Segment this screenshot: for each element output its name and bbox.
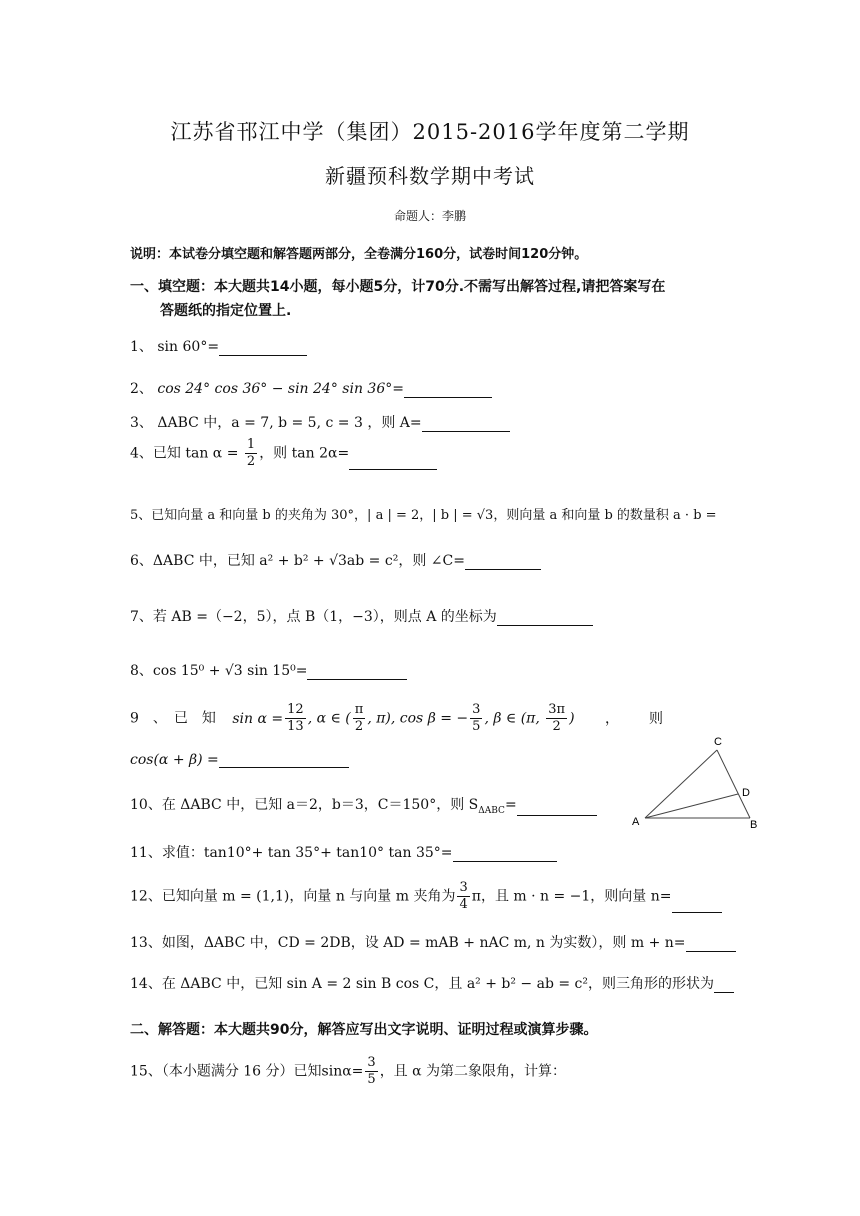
answer-blank[interactable] xyxy=(307,665,407,680)
question-number: 1、 xyxy=(130,339,153,355)
question-1: 1、 sin 60°= xyxy=(130,336,307,356)
question-number: 14、 xyxy=(130,976,162,992)
question-number: 6、 xyxy=(130,553,153,569)
question-13: 13、如图，ΔABC 中，CD = 2DB，设 AD = mAB + nAC m, n 为实数），则 m + n= xyxy=(130,932,736,952)
answer-blank[interactable] xyxy=(422,417,510,432)
question-number: 2、 xyxy=(130,381,153,397)
answer-blank[interactable] xyxy=(517,801,597,816)
label-a: A xyxy=(632,816,640,828)
triangle-figure xyxy=(620,730,780,840)
exam-note: 说明：本试卷分填空题和解答题两部分，全卷满分160分，试卷时间120分钟。 xyxy=(130,247,588,262)
exam-title-line2: 新疆预科数学期中考试 xyxy=(325,164,535,188)
question-text: 已知 tan α = xyxy=(152,445,243,462)
question-9-line2: cos(α + β) = xyxy=(130,752,349,768)
question-number: 12、 xyxy=(130,888,162,905)
section2-heading: 二、解答题：本大题共90分，解答应写出文字说明、证明过程或演算步骤。 xyxy=(130,1022,598,1038)
question-number: 7、 xyxy=(130,609,153,625)
answer-blank[interactable] xyxy=(219,753,349,768)
question-14 xyxy=(130,973,734,993)
label-d: D xyxy=(742,787,750,799)
question-number: 10、 xyxy=(130,797,162,813)
answer-blank[interactable] xyxy=(465,555,541,570)
question-number: 5、 xyxy=(130,508,152,523)
answer-blank[interactable] xyxy=(714,978,734,993)
question-6: 6、ΔABC 中，已知 a² + b² + √3ab = c²，则 ∠C= xyxy=(130,550,541,570)
question-expr: sin α = xyxy=(232,710,284,727)
question-text: 在 ΔABC 中，已知 sin A = 2 sin B cos C，且 a² + b² − ab = c²，则三角形的形状为 xyxy=(161,976,715,992)
fraction: $\frac{1}{2}$ xyxy=(246,437,256,469)
question-7 xyxy=(130,606,593,626)
question-text: 已知向量 a 和向量 b 的夹角为 30°，| a | = 2，| b | = √3，则向量 a 和向量 b 的数量积 a · b = xyxy=(151,508,717,523)
question-9: 9 、 已 知 sin α = $\frac{12}{13}$ , α ∈ ( $\frac{\pi}{2}$ , π), cos β = − $\frac{3}{5}$ , β ∈ (π, $\frac{3\pi}{2}$ ) ， 则 xyxy=(130,702,664,734)
answer-blank[interactable] xyxy=(219,341,307,356)
question-12: 12、已知向量 m = (1,1)，向量 n 与向量 m 夹角为 $\frac{3}{4}$ π，且 m · n = −1，则向量 n= xyxy=(130,880,722,913)
question-10: 10、在 ΔABC 中，已知 a＝2，b＝3，C＝150°，则 $S_{\Delta ABC}=$ xyxy=(130,794,597,816)
question-number: 11、 xyxy=(130,845,162,861)
answer-blank[interactable] xyxy=(453,847,557,862)
answer-blank[interactable] xyxy=(404,383,492,398)
question-text: π，且 m · n = −1，则向量 n xyxy=(471,888,660,905)
side-cb xyxy=(717,750,750,818)
question-expr: cos 15⁰ + √3 sin 15⁰ xyxy=(152,663,296,679)
question-text: ，则 tan 2α xyxy=(259,445,338,462)
question-number: 8、 xyxy=(130,663,153,679)
exam-title-line1: 江苏省邗江中学（集团）2015-2016学年度第二学期 xyxy=(170,120,690,144)
answer-blank[interactable] xyxy=(349,455,437,470)
question-text: 如图，ΔABC 中，CD = 2DB，设 AD = mAB + nAC m, n 为实数），则 m + n xyxy=(161,935,674,951)
question-text: ΔABC 中，a = 7, b = 5, c = 3 ，则 A xyxy=(157,415,410,431)
question-text: ΔABC 中，已知 a² + b² + √3ab = c²，则 ∠C xyxy=(152,553,454,569)
question-text: 在 ΔABC 中，已知 a＝2，b＝3，C＝150°，则 S xyxy=(161,797,479,813)
question-text: 已知向量 m = (1,1)，向量 n 与向量 m 夹角为 xyxy=(161,888,456,905)
label-b: B xyxy=(750,819,758,831)
answer-blank[interactable] xyxy=(672,898,722,913)
section1-heading: 一、填空题：本大题共14小题，每小题5分，计70分.不需写出解答过程,请把答案写在 xyxy=(130,279,666,295)
label-c: C xyxy=(714,736,722,748)
question-11: 11、求值：tan10°+ tan 35°+ tan10° tan 35°= xyxy=(130,842,557,862)
question-number: 13、 xyxy=(130,935,162,951)
question-expr: sin 60° xyxy=(157,339,208,355)
question-5 xyxy=(130,504,717,523)
question-8: 8、cos 15⁰ + √3 sin 15⁰= xyxy=(130,660,407,680)
question-2: 2、 cos 24° cos 36° − sin 24° sin 36°= xyxy=(130,378,492,398)
answer-blank[interactable] xyxy=(497,611,593,626)
question-text: 若 AB =（−2，5），点 B（1，−3），则点 A 的坐标为 xyxy=(152,609,497,625)
question-expr: cos 24° cos 36° − sin 24° sin 36° xyxy=(157,381,393,397)
question-3: 3、 ΔABC 中，a = 7, b = 5, c = 3 ，则 A= xyxy=(130,412,510,432)
question-text: 求值：tan10°+ tan 35°+ tan10° tan 35° xyxy=(161,845,441,861)
section1-heading-cont: 答题纸的指定位置上. xyxy=(160,303,292,319)
question-number: 3、 xyxy=(130,415,153,431)
question-number: 9 、 已 知 xyxy=(130,710,216,727)
side-ac xyxy=(645,750,717,818)
segment-ad xyxy=(645,794,738,818)
question-number: 4、 xyxy=(130,445,153,462)
answer-blank[interactable] xyxy=(686,937,736,952)
question-15: 15、（本小题满分 16 分）已知sinα= $\frac{3}{5}$ ，且 α 为第二象限角，计算： xyxy=(130,1055,567,1087)
question-4: 4、已知 tan α = $\frac{1}{2}$ ，则 tan 2α= xyxy=(130,437,437,470)
author-line: 命题人：李鹏 xyxy=(393,209,466,223)
